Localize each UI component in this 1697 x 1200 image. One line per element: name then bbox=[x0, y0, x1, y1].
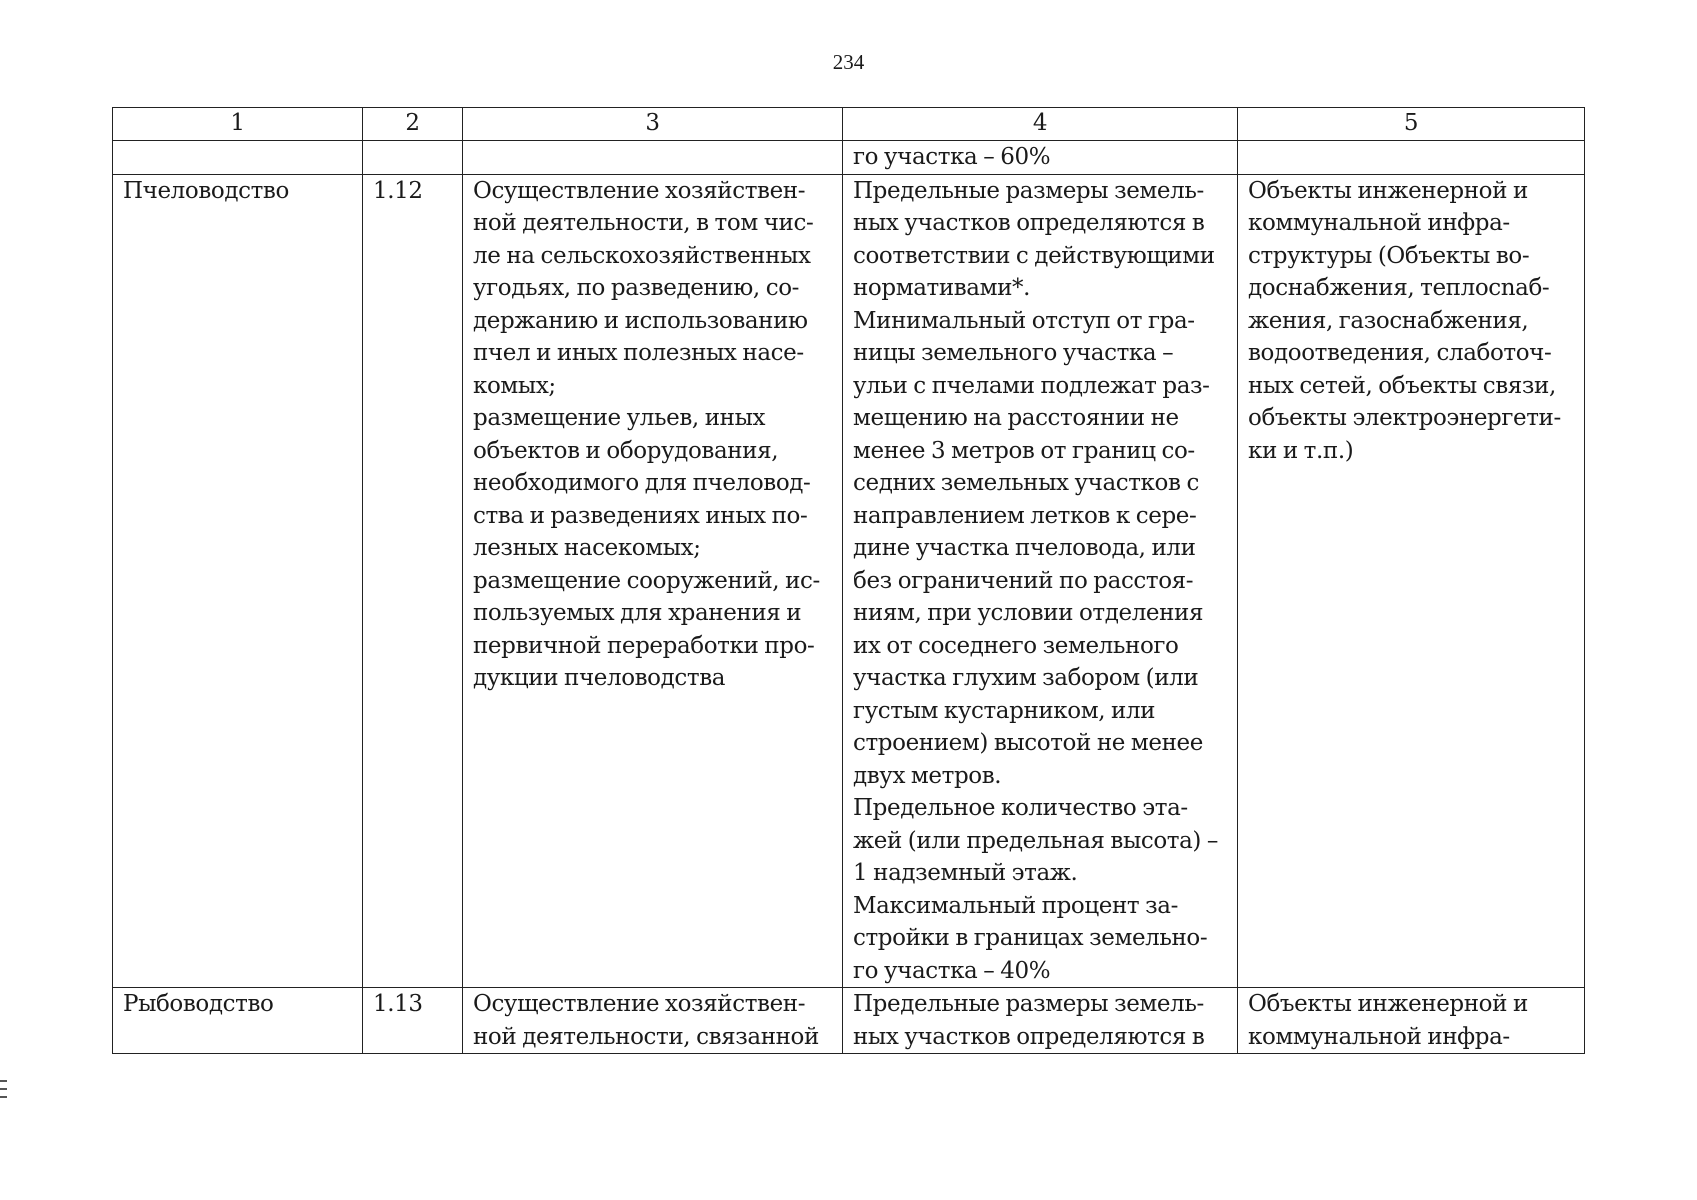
text-line: размещение ульев, иных bbox=[473, 405, 766, 431]
text-line: коммунальной инфра- bbox=[1248, 1023, 1510, 1050]
header-cell-5: 5 bbox=[1238, 108, 1585, 141]
text-line: Максимальный процент за- bbox=[853, 892, 1178, 919]
text-line: Объекты инженерной и bbox=[1248, 177, 1528, 204]
text-line: седних земельных участков с bbox=[853, 470, 1199, 496]
text-line: ных участков определяются в bbox=[853, 1023, 1205, 1050]
text-line: дукции пчеловодства bbox=[473, 665, 726, 691]
auxiliary-cell bbox=[1238, 988, 1585, 1054]
text-line: Минимальный отступ от гра- bbox=[853, 307, 1195, 334]
text-line: ульи с пчелами подлежат раз- bbox=[853, 372, 1210, 399]
text-line: ных сетей, объекты связи, bbox=[1248, 372, 1556, 399]
use-name-cell bbox=[113, 174, 363, 988]
text-line: водоотведения, слаботоч- bbox=[1248, 340, 1552, 366]
text-line: двух метров. bbox=[853, 762, 1002, 789]
text-line: ных участков определяются в bbox=[853, 210, 1205, 236]
text-line: лезных насекомых; bbox=[473, 535, 701, 561]
text-line: густым кустарником, или bbox=[853, 697, 1156, 724]
text-line: соответствии с действующими bbox=[853, 242, 1215, 269]
text-line: пчел и иных полезных насе- bbox=[473, 340, 804, 366]
text-line: Предельные размеры земель- bbox=[853, 177, 1204, 204]
text-line: мещению на расстоянии не bbox=[853, 405, 1179, 431]
table-row-fish-farming bbox=[113, 988, 1585, 1054]
text-line: ства и разведениях иных по- bbox=[473, 502, 808, 529]
description-cell bbox=[463, 988, 843, 1054]
header-cell-1: 1 bbox=[113, 108, 363, 141]
text-line: Осуществление хозяйствен- bbox=[473, 991, 806, 1017]
text-line: ной деятельности, в том чис- bbox=[473, 210, 814, 236]
text-line: Осуществление хозяйствен- bbox=[473, 177, 806, 204]
use-code: 1.12 bbox=[373, 177, 423, 204]
text-line: структуры (Объекты во- bbox=[1248, 242, 1530, 269]
land-use-table bbox=[112, 107, 1585, 1054]
auxiliary-cell bbox=[1238, 174, 1585, 988]
text-line: пользуемых для хранения и bbox=[473, 600, 802, 626]
text-line: необходимого для пчеловод- bbox=[473, 470, 811, 496]
text-line: го участка – 40% bbox=[853, 957, 1051, 984]
text-line: направлением летков к сере- bbox=[853, 502, 1197, 529]
cont-cell-1 bbox=[113, 141, 363, 175]
page-number: 234 bbox=[832, 50, 865, 74]
use-code: 1.13 bbox=[373, 991, 423, 1017]
use-name-cell bbox=[113, 988, 363, 1054]
text-line: доснабжения, теплосnаб- bbox=[1248, 275, 1550, 301]
use-code-cell bbox=[363, 174, 463, 988]
text-line: Объекты инженерной и bbox=[1248, 991, 1528, 1017]
text-line: го участка – 60% bbox=[853, 144, 1051, 170]
description-cell bbox=[463, 174, 843, 988]
use-name: Пчеловодство bbox=[123, 177, 289, 204]
cont-cell-3 bbox=[463, 141, 843, 175]
table-row-beekeeping bbox=[113, 174, 1585, 988]
parameters-cell bbox=[843, 988, 1238, 1054]
text-line: ки и т.п.) bbox=[1248, 437, 1354, 464]
text-line: размещение сооружений, ис- bbox=[473, 567, 820, 594]
text-line: ницы земельного участка – bbox=[853, 340, 1174, 366]
text-line: угодьях, по разведению, со- bbox=[473, 275, 800, 301]
text-line: коммунальной инфра- bbox=[1248, 210, 1510, 236]
text-line: ле на сельскохозяйственных bbox=[473, 242, 811, 269]
text-line: участка глухим забором (или bbox=[853, 665, 1199, 691]
header-cell-2: 2 bbox=[363, 108, 463, 141]
header-cell-4: 4 bbox=[843, 108, 1238, 141]
text-line: менее 3 метров от границ со- bbox=[853, 437, 1195, 464]
cont-cell-5 bbox=[1238, 141, 1585, 175]
text-line: 1 надземный этаж. bbox=[853, 860, 1078, 886]
text-line: жения, газоснабжения, bbox=[1248, 307, 1529, 334]
use-name: Рыбоводство bbox=[123, 991, 274, 1017]
cont-cell-4 bbox=[843, 141, 1238, 175]
text-line: нормативами*. bbox=[853, 275, 1031, 301]
use-code-cell bbox=[363, 988, 463, 1054]
scan-edge-mark bbox=[0, 1088, 7, 1090]
header-row bbox=[113, 108, 1585, 141]
text-line: комых; bbox=[473, 372, 556, 399]
text-line: стройки в границах земельно- bbox=[853, 925, 1208, 951]
continuation-row bbox=[113, 141, 1585, 175]
scan-edge-mark bbox=[0, 1080, 7, 1082]
text-line: ной деятельности, связанной bbox=[473, 1023, 819, 1050]
text-line: ниям, при условии отделения bbox=[853, 600, 1204, 626]
text-line: без ограничений по расстоя- bbox=[853, 567, 1194, 594]
text-line: Предельное количество эта- bbox=[853, 795, 1188, 821]
parameters-cell bbox=[843, 174, 1238, 988]
cont-cell-2 bbox=[363, 141, 463, 175]
header-cell-3: 3 bbox=[463, 108, 843, 141]
text-line: Предельные размеры земель- bbox=[853, 991, 1204, 1017]
text-line: объекты электроэнергети- bbox=[1248, 405, 1561, 431]
scan-edge-mark bbox=[0, 1096, 7, 1098]
text-line: первичной переработки про- bbox=[473, 632, 815, 659]
text-line: строением) высотой не менее bbox=[853, 730, 1203, 756]
text-line: их от соседнего земельного bbox=[853, 632, 1179, 659]
text-line: жей (или предельная высота) – bbox=[853, 827, 1219, 854]
text-line: держанию и использованию bbox=[473, 307, 808, 334]
text-line: объектов и оборудования, bbox=[473, 437, 779, 464]
text-line: дине участка пчеловода, или bbox=[853, 535, 1196, 561]
